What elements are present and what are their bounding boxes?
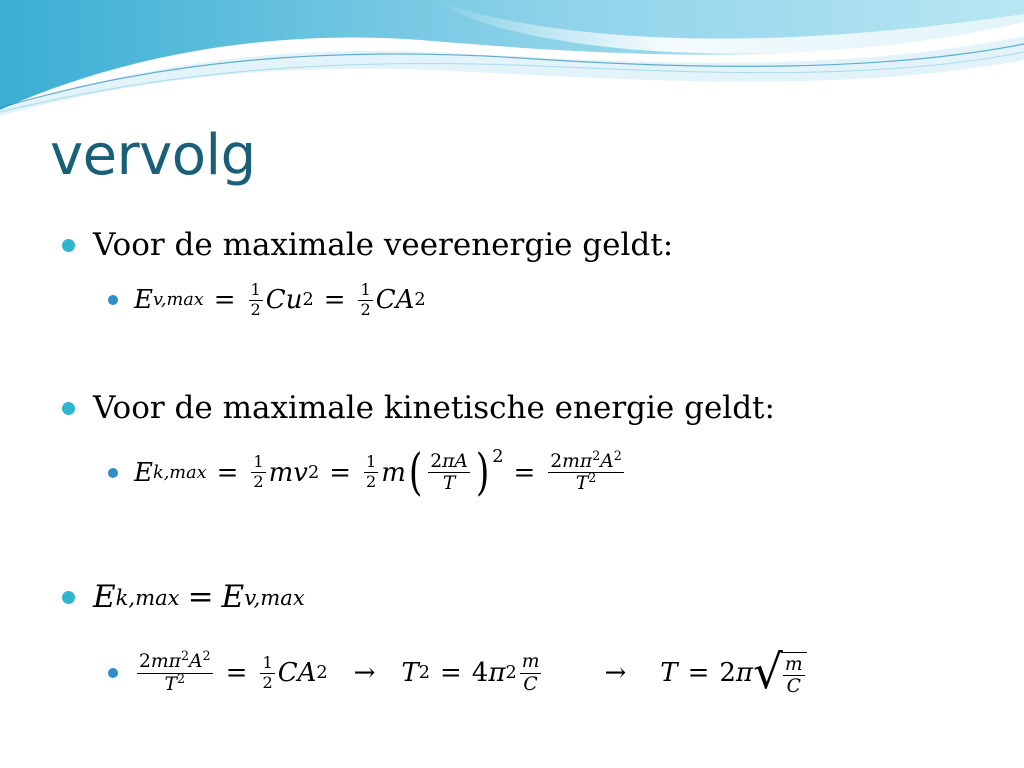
bullet-dot-icon	[62, 239, 75, 252]
arrow-icon: →	[353, 658, 376, 689]
bullet-text: Voor de maximale veerenergie geldt:	[93, 227, 674, 263]
bullet-veerenergie	[62, 227, 674, 263]
formula-trillingstijd	[108, 646, 807, 700]
equation: E k,max = E v,max	[93, 579, 305, 615]
formula-kinetische-energie	[108, 443, 627, 501]
slide-title: vervolg	[50, 123, 256, 188]
sub-bullet-dot-icon	[108, 668, 118, 678]
bullet-text: Voor de maximale kinetische energie geldt:	[93, 390, 775, 426]
bullet-dot-icon	[62, 591, 75, 604]
equation: E k,max = $\frac{1}{2}$ mv 2 = $\frac{1}{2}$ m ( $\frac{2\pi A}{T}$ ) $^2$ = $\frac{2m\pi^2A^2}{T^2}$	[134, 443, 622, 501]
bullet-energie-gelijk	[62, 579, 305, 615]
bullet-dot-icon	[62, 402, 75, 415]
arrow-icon: →	[604, 658, 627, 689]
equation: E v,max = $\frac{1}{2}$ Cu 2 = $\frac{1}{2}$ CA 2	[134, 280, 426, 319]
formula-veerenergie	[108, 282, 426, 319]
bullet-kinetische-energie	[62, 390, 775, 426]
square-root-icon: √ $\frac{m}{C}$	[753, 650, 807, 697]
equation: $\frac{2m\pi^2A^2}{T^2}$ = $\frac{1}{2}$ CA 2 → T 2 = 4 π 2 $\frac{m}{C}$ → T = 2 π √ $\frac{m}{C}$	[134, 650, 807, 697]
header-wave-decoration	[0, 0, 1024, 120]
sub-bullet-dot-icon	[108, 295, 118, 305]
sub-bullet-dot-icon	[108, 468, 118, 478]
